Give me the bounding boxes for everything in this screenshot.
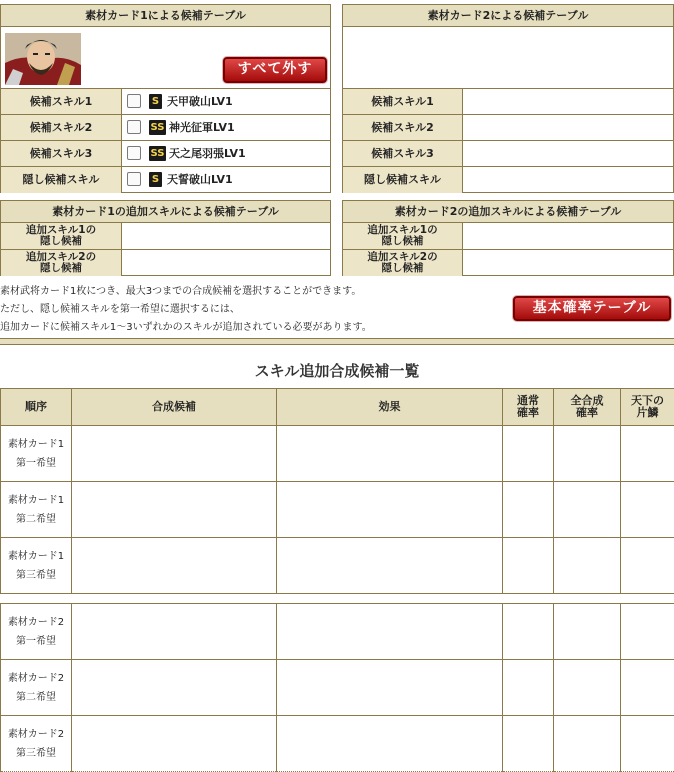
- normal-prob-cell: [503, 482, 554, 538]
- full-prob-cell: [554, 538, 621, 594]
- card1-table-title: 素材カード1による候補テーブル: [1, 5, 330, 27]
- effect-cell: [277, 426, 503, 482]
- row-label: 隠し候補スキル: [1, 167, 122, 193]
- order-line2: 第一希望: [1, 454, 71, 473]
- candidate-cell: [72, 482, 277, 538]
- card1-row-skill1: [1, 88, 330, 114]
- row-label-line2: 隠し候補: [343, 263, 462, 274]
- col-normal-prob: [503, 389, 554, 426]
- col-effect: 効果: [277, 389, 503, 426]
- card2-table-title: 素材カード2による候補テーブル: [343, 5, 673, 27]
- row-label: 候補スキル1: [343, 89, 463, 114]
- order-cell: [1, 604, 72, 660]
- row-label-line1: 追加スキル2の: [1, 252, 121, 263]
- row-label-line1: 追加スキル1の: [1, 225, 121, 236]
- order-line2: 第三希望: [1, 566, 71, 585]
- row-label: [1, 223, 122, 249]
- candidate-list-table: [0, 388, 674, 594]
- add1-row-2: [1, 249, 330, 276]
- skill-checkbox[interactable]: [127, 94, 141, 108]
- row-label-line2: 隠し候補: [343, 236, 462, 247]
- order-cell: [1, 426, 72, 482]
- card2-additional-skill-table: [342, 200, 674, 276]
- col-order: 順序: [1, 389, 72, 426]
- skill-checkbox[interactable]: [127, 120, 141, 134]
- effect-cell: [277, 716, 503, 772]
- col-full-prob: [554, 389, 621, 426]
- order-cell: [1, 716, 72, 772]
- order-line2: 第一希望: [1, 632, 71, 651]
- row-label: 候補スキル2: [343, 115, 463, 140]
- col-full-line2: 確率: [554, 407, 620, 419]
- general-portrait[interactable]: [5, 33, 81, 85]
- tenka-cell: [621, 660, 674, 716]
- selection-notes: [0, 284, 500, 335]
- row-label: [1, 250, 122, 276]
- card2-row-skill2: [343, 114, 673, 140]
- table-row: [1, 716, 674, 772]
- col-candidate: 合成候補: [72, 389, 277, 426]
- col-full-line1: 全合成: [554, 395, 620, 407]
- tenka-cell: [621, 604, 674, 660]
- candidate-cell: [72, 660, 277, 716]
- note-line: ただし、隠し候補スキルを第一希望に選択するには、: [0, 302, 500, 317]
- full-prob-cell: [554, 716, 621, 772]
- row-label: 候補スキル3: [343, 141, 463, 166]
- effect-cell: [277, 604, 503, 660]
- card1-candidate-table: [0, 4, 331, 193]
- order-cell: [1, 482, 72, 538]
- card1-row-skill3: [1, 140, 330, 166]
- candidate-cell: [72, 716, 277, 772]
- effect-cell: [277, 538, 503, 594]
- section-divider: [0, 338, 674, 345]
- row-label: 隠し候補スキル: [343, 167, 463, 193]
- card1-additional-skill-table: [0, 200, 331, 276]
- rank-badge: S: [149, 94, 162, 109]
- table-row: [1, 426, 674, 482]
- order-cell: [1, 660, 72, 716]
- add2-table-title: 素材カード2の追加スキルによる候補テーブル: [343, 201, 673, 223]
- skill-checkbox[interactable]: [127, 146, 141, 160]
- card2-row-hidden: [343, 166, 673, 193]
- rank-badge: SS: [149, 146, 166, 161]
- normal-prob-cell: [503, 660, 554, 716]
- rank-badge: SS: [149, 120, 166, 135]
- order-line1: 素材カード1: [1, 491, 71, 510]
- row-label-line2: 隠し候補: [1, 236, 121, 247]
- note-line: 追加カードに候補スキル1～3いずれかのスキルが追加されている必要があります。: [0, 320, 500, 335]
- add2-row-1: [343, 222, 673, 249]
- candidate-list-title: スキル追加合成候補一覧: [0, 360, 674, 381]
- full-prob-cell: [554, 660, 621, 716]
- add1-table-title: 素材カード1の追加スキルによる候補テーブル: [1, 201, 330, 223]
- row-label-line1: 追加スキル1の: [343, 225, 462, 236]
- candidate-cell: [72, 426, 277, 482]
- order-line2: 第二希望: [1, 688, 71, 707]
- tenka-cell: [621, 482, 674, 538]
- card2-candidate-table: [342, 4, 674, 193]
- row-label-line1: 追加スキル2の: [343, 252, 462, 263]
- order-cell: [1, 538, 72, 594]
- col-tenka-line2: 片鱗: [621, 407, 674, 419]
- row-label: [343, 250, 463, 276]
- row-label-line2: 隠し候補: [1, 263, 121, 274]
- note-line: 素材武将カード1枚につき、最大3つまでの合成候補を選択することができます。: [0, 284, 500, 299]
- order-line1: 素材カード1: [1, 435, 71, 454]
- row-label: 候補スキル3: [1, 141, 122, 166]
- col-normal-line2: 確率: [503, 407, 553, 419]
- table-row: [1, 482, 674, 538]
- normal-prob-cell: [503, 716, 554, 772]
- full-prob-cell: [554, 604, 621, 660]
- full-prob-cell: [554, 482, 621, 538]
- order-line1: 素材カード1: [1, 547, 71, 566]
- effect-cell: [277, 660, 503, 716]
- base-probability-table-button[interactable]: 基本確率テーブル: [513, 296, 671, 321]
- order-line1: 素材カード2: [1, 669, 71, 688]
- tenka-cell: [621, 716, 674, 772]
- skill-checkbox[interactable]: [127, 172, 141, 186]
- order-line1: 素材カード2: [1, 613, 71, 632]
- remove-all-button[interactable]: すべて外す: [223, 57, 327, 83]
- effect-cell: [277, 482, 503, 538]
- rank-badge: S: [149, 172, 162, 187]
- card2-row-skill3: [343, 140, 673, 166]
- order-line1: 素材カード2: [1, 725, 71, 744]
- skill-name: 天誓破山LV1: [167, 167, 233, 192]
- add1-row-1: [1, 222, 330, 249]
- card2-row-skill1: [343, 88, 673, 114]
- candidate-cell: [72, 538, 277, 594]
- row-label: 候補スキル2: [1, 115, 122, 140]
- order-line2: 第二希望: [1, 510, 71, 529]
- normal-prob-cell: [503, 538, 554, 594]
- candidate-list-table-card2: [0, 603, 674, 772]
- card1-row-hidden: [1, 166, 330, 193]
- card1-row-skill2: [1, 114, 330, 140]
- candidate-cell: [72, 604, 277, 660]
- col-normal-line1: 通常: [503, 395, 553, 407]
- full-prob-cell: [554, 426, 621, 482]
- row-label: 候補スキル1: [1, 89, 122, 114]
- col-tenka-line1: 天下の: [621, 395, 674, 407]
- skill-name: 神光征軍LV1: [169, 115, 235, 140]
- tenka-cell: [621, 538, 674, 594]
- order-line2: 第三希望: [1, 744, 71, 763]
- add2-row-2: [343, 249, 673, 276]
- row-label: [343, 223, 463, 249]
- table-row: [1, 538, 674, 594]
- table-row: [1, 604, 674, 660]
- table-row: [1, 660, 674, 716]
- col-tenka: [621, 389, 674, 426]
- skill-name: 天甲破山LV1: [167, 89, 233, 114]
- tenka-cell: [621, 426, 674, 482]
- normal-prob-cell: [503, 604, 554, 660]
- normal-prob-cell: [503, 426, 554, 482]
- skill-name: 天之尾羽張LV1: [169, 141, 246, 166]
